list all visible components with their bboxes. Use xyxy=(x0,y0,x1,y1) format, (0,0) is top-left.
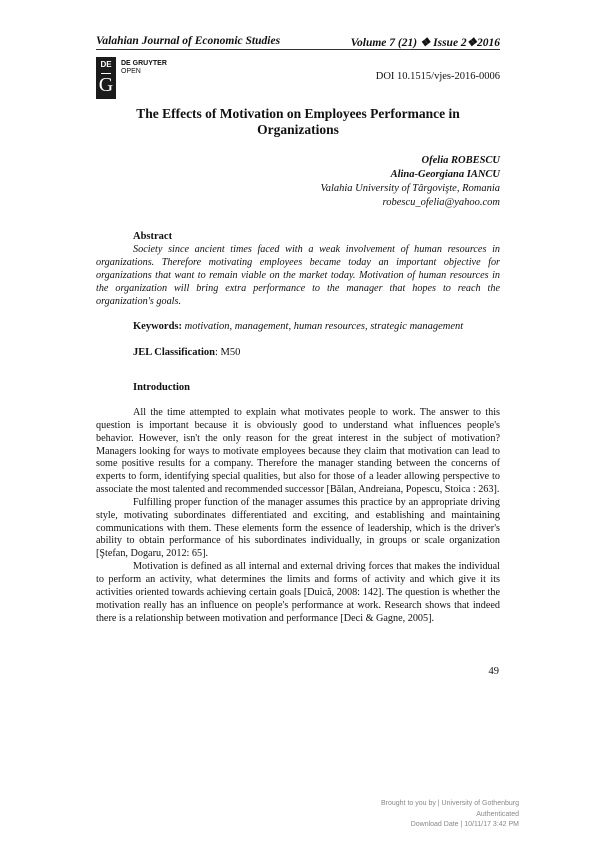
de-gruyter-logo xyxy=(96,57,116,99)
doi: DOI 10.1515/vjes-2016-0006 xyxy=(375,71,500,82)
author-block xyxy=(320,154,500,210)
footer-line2: Authenticated xyxy=(476,810,519,818)
author-1: Ofelia ROBESCU xyxy=(421,155,500,166)
logo-mark-bottom: G xyxy=(98,74,114,96)
publisher-line1: DE GRUYTER xyxy=(121,60,167,67)
author-email: robescu_ofelia@yahoo.com xyxy=(382,197,500,208)
abstract-text: Society since ancient times faced with a weak involvement of human resources in organizations. Therefore motivating employees became today an important objective for organizations that want to remain viable on the market today. Motivation of human resources in the organization will bring extra performance to the manager that hopes to reach the organization's goals. xyxy=(96,244,500,308)
running-header xyxy=(96,35,500,50)
paper-title: The Effects of Motivation on Employees Performance in Organizations xyxy=(136,106,460,137)
abstract-heading: Abstract xyxy=(133,231,173,242)
journal-name: Valahian Journal of Economic Studies xyxy=(96,35,281,47)
keywords xyxy=(133,321,463,332)
footer-line1: Brought to you by | University of Gothenburg xyxy=(380,800,519,807)
paragraph: Motivation is defined as all internal and external driving forces that makes the individual to perform an activity, what determines the limits and forms of activity and which give it its activities oriented towards achieving certain goals [Duică, 2008: 142]. The question is whether the motivation really has an influence on people's performance at work. Research shows that indeed there is a relationship between motivation and performance [Deci & Gagne, 2005]. xyxy=(96,561,500,624)
download-footer xyxy=(381,799,519,831)
jel-value: : M50 xyxy=(214,347,241,358)
publisher-line2: OPEN xyxy=(121,68,141,75)
footer-line3: Download Date | 10/11/17 3:42 PM xyxy=(410,821,519,828)
paragraph: All the time attempted to explain what motivates people to work. The answer to this question is important because it is obviously good to understand what influences people's behavior. However, isn't the only reason for the great interest in the subject of motivation? Managers looking for ways to motivate employees because they claim that motivation can lead to some positive results for a company. Therefore the manager standing between the concerns of experts to form, identifying special qualities, but also for those of a leader allowing perspective to associate the most talented and recommended successor [Bălan, Andreiana, Popescu, Stoica : 263]. xyxy=(96,407,500,496)
introduction-heading: Introduction xyxy=(133,382,190,393)
introduction-body xyxy=(96,407,500,625)
keywords-label: Keywords: xyxy=(133,321,182,332)
issue-info: Volume 7 (21) ❖ Issue 2❖2016 xyxy=(350,37,500,49)
keywords-value: motivation, management, human resources, strategic management xyxy=(184,321,464,332)
jel-classification xyxy=(133,347,240,358)
jel-label: JEL Classification xyxy=(133,347,215,358)
affiliation: Valahia University of Târgovişte, Romania xyxy=(320,183,500,194)
logo-mark-top: DE xyxy=(100,60,112,69)
publisher-name xyxy=(121,60,167,76)
page-number: 49 xyxy=(488,666,499,677)
author-2: Alina-Georgiana IANCU xyxy=(390,169,500,180)
paragraph: Fulfilling proper function of the manager assumes this practice by an appropriate driving style, motivating subordinates differentiated and exciting, and establishing and maintaining communications with them. These elements form the essence of leadership, which is the driver's ability to obtain performance of his subordinates individually, in groups or scale organization [Ştefan, Dogaru, 2012: 65]. xyxy=(96,496,500,560)
